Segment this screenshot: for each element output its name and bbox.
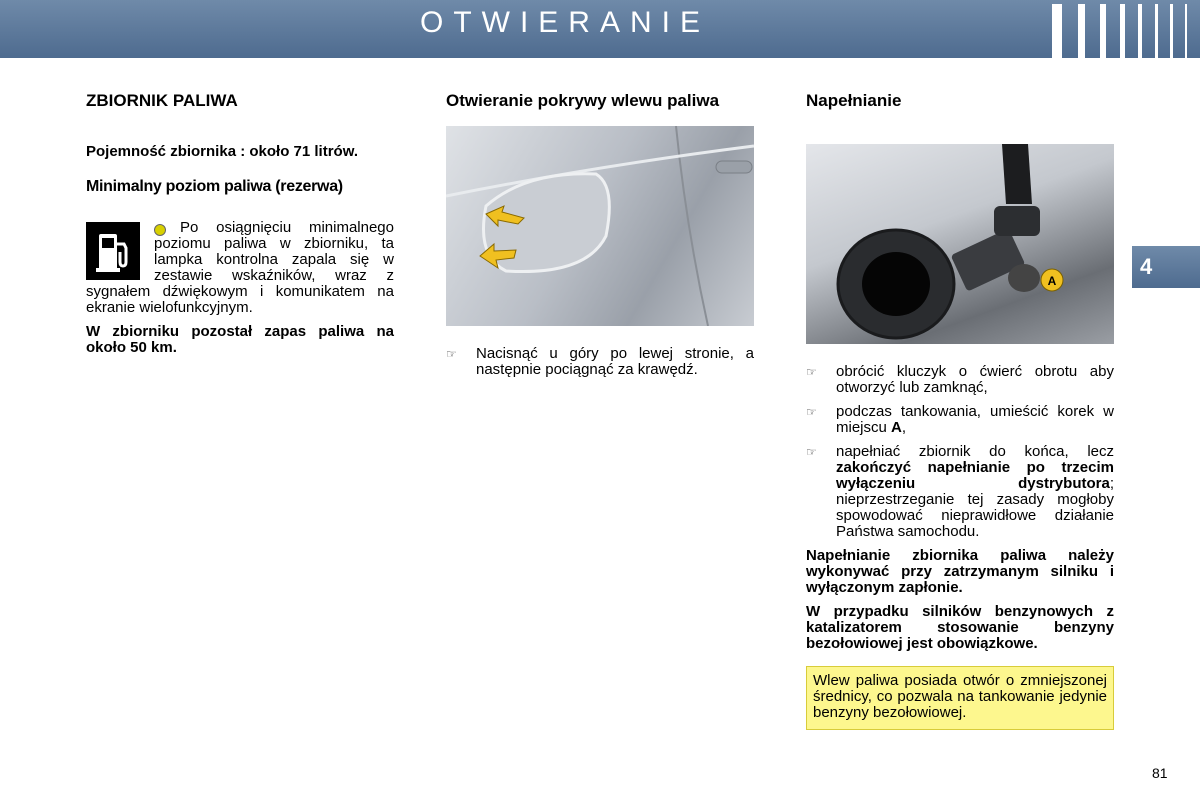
section-title: ZBIORNIK PALIWA <box>86 91 238 110</box>
reserve-subtitle: Minimalny poziom paliwa (rezerwa) <box>86 178 343 195</box>
header-stripe <box>1155 4 1158 58</box>
filling-note: Napełnianie zbiornika paliwa należy wykonywać przy zatrzymanym silniku i wyłączonym zapłonie. <box>806 547 1114 596</box>
list-item <box>806 404 1114 436</box>
pointing-hand-icon: ☞ <box>806 405 817 419</box>
header-stripe <box>1185 4 1187 58</box>
step-text: podczas tankowania, umieścić korek w miejscu <box>836 403 1114 436</box>
page-number: 81 <box>1152 765 1168 781</box>
warning-text: Po osiągnięciu minimalnego poziomu paliwa w zbiorniku, ta lampka kontrolna zapala się w zestawie wskaźników, wraz z sygnałem dźwiękowym i komunikatem na ekranie wielofunkcyjnym. <box>86 219 394 316</box>
step-text: ; nieprzestrzeganie tej zasady mogłoby spowodować nieprawidłowe działanie Państwa samochodu. <box>836 475 1114 540</box>
header-stripe <box>1078 4 1085 58</box>
chapter-tab[interactable]: 4 <box>1132 246 1200 288</box>
fuel-pump-icon <box>86 222 140 280</box>
filling-steps <box>806 364 1114 540</box>
step-text-bold: zakończyć napełnianie po trzecim wyłączeniu dystrybutora <box>836 459 1114 492</box>
step-text: obrócić kluczyk o ćwierć obrotu aby otworzyć lub zamknąć, <box>836 363 1114 396</box>
tank-capacity: Pojemność zbiornika : około 71 litrów. <box>86 143 358 160</box>
fuel-flap-photo <box>446 126 754 326</box>
column-filling <box>806 92 1114 730</box>
unleaded-note: W przypadku silników benzynowych z katalizatorem stosowanie benzyny bezołowiowej jest obowiązkowe. <box>806 603 1114 652</box>
list-item <box>806 444 1114 540</box>
marker-a-label: A <box>1047 274 1057 288</box>
page-header <box>0 0 1200 58</box>
section-title: Napełnianie <box>806 91 902 110</box>
step-text: napełniać zbiornik do końca, lecz <box>836 443 1114 460</box>
info-box: Wlew paliwa posiada otwór o zmniejszonej średnicy, co pozwala na tankowanie jedynie benzyny bezołowiowej. <box>806 666 1114 730</box>
step-text-bold: A <box>891 419 902 436</box>
pointing-hand-icon: ☞ <box>806 365 817 379</box>
pointing-hand-icon: ☞ <box>446 347 457 361</box>
header-stripe <box>1138 4 1142 58</box>
step-text: , <box>901 419 907 436</box>
page-title: OTWIERANIE <box>419 6 710 39</box>
column-opening <box>446 92 754 386</box>
list-item <box>806 364 1114 396</box>
header-stripe <box>1052 4 1062 58</box>
opening-steps <box>446 346 754 378</box>
fuel-cap-photo <box>806 144 1114 344</box>
header-stripe <box>1170 4 1173 58</box>
reserve-note: W zbiorniku pozostał zapas paliwa na około 50 km. <box>86 323 394 356</box>
header-stripe <box>1100 4 1106 58</box>
header-stripe <box>1120 4 1125 58</box>
column-fuel-tank <box>86 92 394 356</box>
warning-block <box>86 220 394 316</box>
step-text: Nacisnąć u góry po lewej stronie, a następnie pociągnąć za krawędź. <box>476 345 754 378</box>
list-item <box>446 346 754 378</box>
pointing-hand-icon: ☞ <box>806 445 817 459</box>
section-title: Otwieranie pokrywy wlewu paliwa <box>446 91 720 110</box>
